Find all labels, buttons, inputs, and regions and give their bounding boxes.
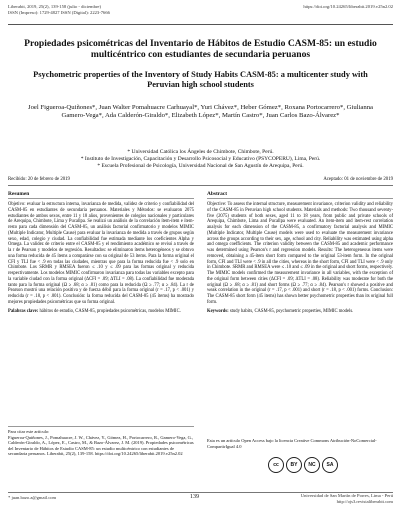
publisher-name: Universidad de San Martín de Porres, Lima - Perú [300,493,393,498]
citation-box [8,426,194,457]
publisher-info [301,493,393,504]
sa-icon: SA [322,457,338,473]
keywords-label: Keywords: [207,308,229,314]
creative-commons-badge[interactable] [264,456,342,474]
open-access-note: Esta es un artículo Open Access bajo la licencia Creative Commons Atribución-NoComercial-CompartirIgual 4.0 [207,438,377,449]
nc-icon: NC [304,457,320,473]
affiliation: * Universidad Católica los Ángeles de Chimbote, Chimbote, Perú. [127,149,274,155]
resumen-keywords [8,309,194,315]
resumen-heading: Resumen [8,191,194,199]
abstract-heading: Abstract [207,191,393,199]
resumen-text: Objetivo: evaluar la estructura interna, invarianza de medida, validez de criterio y confiabilidad del CASM-85 en estudiantes de secundaria peruanos. Materiales y Métodos: se evaluaron 2075 estudiantes de ambos sexos, entre 11 y 18 años, provenientes de colegios nacionales y particulares de Arequipa, Chimbote, Lima y Pucallpa. Se realizó un análisis de la correlación ítem-ítem e ítem-resto para cada dimensión del CASM-85, un análisis factorial confirmatorio y modelos MIMIC (Multiple Indicator, Multiple Cause) para evaluar la invarianza de medida a través de grupos según sexo, edad, colegio y ciudad. La confiabilidad fue estimada mediante los coeficientes Alpha y Omega. La validez de criterio entre el CASM-85 y el rendimiento académico se revisó a través de la r de Pearson y modelos de regresión. Resultados: se eliminaron ítems heterogéneos y se obtuvo una forma reducida de 45 ítems a comparárse con su original de 53 ítems. Para la forma original el CFI y TLI fue < .9 en todas las ciudades, mientras que para la forma reducida fue < .9 solo en Chimbote. Los SRMR y RMSEA fueron ≤ .10 y ≤ .09 para las formas original y reducida respectivamente. Los modelos MIMIC confirmaron invarianza para todas las variables excepto para la variable ciudad con la forma original (ΔCFI = .09; ΔTLI = .08). La confiabilidad fue moderada tanto para la forma original (Ω ≥ .68; α ≥ .81) como para la reducida (Ω ≥ .77; α ≥ .84). La r de Pearson mostró una relación positiva y de fuerza débil para la forma original (r = .17, p < .001) y reducida (r = .18, p < .001). Conclusión: la forma reducida del CASM-85 (45 ítems) ha mostrado mejores propiedades psicométricas que su forma original. [8,202,194,305]
abstract-keywords [207,309,393,315]
affiliation: * Escuela Profesional de Psicología, Universidad Nacional de San Agustín de Arequipa, Perú. [97,163,304,170]
title-spanish: Propiedades psicométricas del Inventario de Hábitos de Estudio CASM-85: un estudio multicéntrico con estudiantes de secundaria peruanos [24,38,377,61]
affiliation: * Instituto de Investigación, Capacitación y Desarrollo Psicosocial y Educativo (PSYCOPERU), Lima, Perú. [80,156,321,163]
page-number: 139 [190,494,199,500]
cc-icon: cc [268,457,284,473]
header-line: Liberabit, 2019, 25(2), 139-158 (julio - diciembre) [8,4,101,9]
journal-header [8,4,110,15]
article-dates [8,177,393,182]
header-divider [8,24,393,25]
affiliations [20,149,381,171]
citation-label: Para citar este artículo: [8,429,50,434]
keywords-label: Palabras clave: [8,308,39,314]
journal-url[interactable]: http://ojs3.revistaliberabit.com [336,498,393,504]
resumen-column [8,191,194,314]
abstract-column [207,191,393,314]
section-divider [8,185,393,186]
citation-text: Figueroa-Quiñones, J., Pomahuacre, J. W., Chávez, Y., Gómez, H., Portocarrero, R., Gamero-Vega, G., Calderón-Giraldo, A., López, E., Castro, M., & Bazo-Álvarez, J. M. (2019). Propiedades psicométricas del Inventario de Hábitos de Estudio CASM-85: un estudio multicéntrico con estudiantes de secundaria peruanos. Liberabit, 25(2), 139-158. https://doi.org/10.24265/liberabit.2019.v25n2.02 [8,434,194,457]
author-list: Joel Figueroa-Quiñones*, Juan Walter Pomahuacre Carhuayal*, Yuri Chávez*, Heber Gómez*, Roxana Portocarrero*, Giulianna Gamero-Vega*, Ada Calderón-Giraldo*, Elizabeth López*, Martín Castro*, Juan Carlos Bazo-Álvarez* [27,104,374,120]
corresponding-email[interactable]: * juan.bazo.a@gmail.com [8,495,57,500]
keywords-value: hábitos de estudio, CASM-85, propiedades psicométricas, modelos MIMIC. [39,308,181,314]
by-icon: BY [286,457,302,473]
abstract-text: Objective: To assess the internal structure, measurement invariance, criterion validity and reliability of the CASM-85 in Peruvian high school students. Materials and methods: Two thousand seventy-five (2075) students of both sexes, aged 11 to 18 years, from public and private schools of Arequipa, Chimbote, Lima and Pucallpa were evaluated. An item-item and item-rest correlation analysis for each dimension of the CASM-85, a confirmatory factorial analysis and MIMIC (Multiple Indicator, Multiple Cause) models were used to evaluate the measurement invariance across the groups according to their sex, age, school and city. Reliability was estimated using alpha and omega coefficients. The criterion validity between the CASM-85 and academic performance was determined using Pearson's r and regression models. Results: The heterogeneous items were removed, obtaining a 45-item short form compared to the original 53-item form. In the original form, CFI and TLI were < .9 in all the cities, whereas in the short form, CFI and TLI were < .9 only in Chimbote. SRMR and RMSEA were ≤ .10 and ≤ .09 in the original and short forms, respectively. The MIMIC models confirmed the measurement invariance in all variables, with the exception of the original form between cities (ΔCFI = .09; ΔTLI = .08). Reliability was moderate for both the original (Ω ≥ .68; α ≥ .81) and short forms (Ω ≥ .77; α ≥ .84). Pearson's r showed a positive and weak correlation in the original (r = .17, p < .001) and short (r = .18, p < .001) forms. Conclusion: The CASM-85 short form (45 items) has shown better psychometric properties than its original full form. [207,202,393,305]
title-english: Psychometric properties of the Inventory of Study Habits CASM-85: a multicenter study with Peruvian high school students [33,70,368,89]
header-line: ISSN (Impreso): 1729-4827 ISSN (Digital): 2223-7666 [8,9,110,15]
doi-link[interactable]: https://doi.org/10.24265/liberabit.2019.v25n2.02 [303,4,393,9]
accepted-date: Aceptado: 01 de noviembre de 2019 [323,177,393,182]
keywords-value: study habits, CASM-85, psychometric properties, MIMIC models. [229,308,354,314]
received-date: Recibido: 20 de febrero de 2019 [8,177,70,182]
